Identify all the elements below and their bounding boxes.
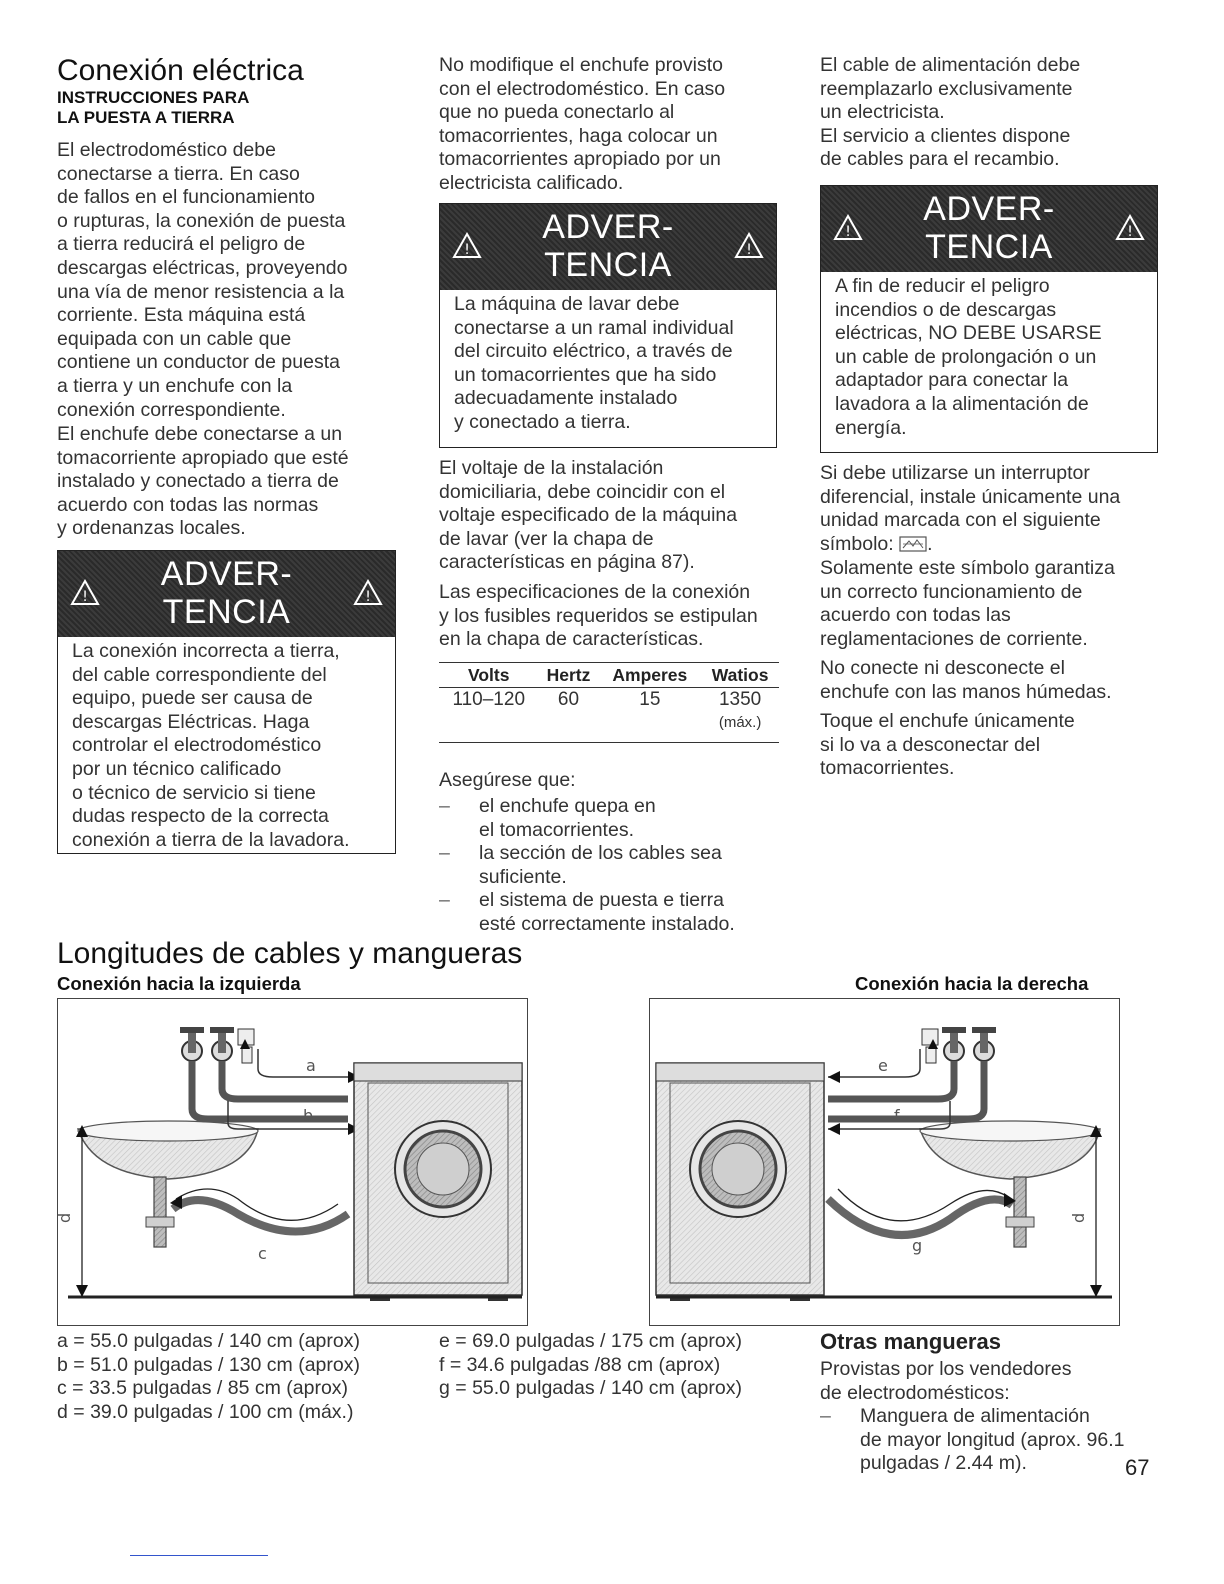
warning-text: La conexión incorrecta a tierra, del cable correspondiente del equipo, puede ser causa de descargas Eléctricas. Haga controlar el electrodoméstico por un técnico calificado o técnico de servicio si tiene dudas respecto de la correcta conexión a tierra de la lavadora. bbox=[72, 640, 350, 851]
measurement-line: c = 33.5 pulgadas / 85 cm (aprox) bbox=[57, 1377, 349, 1400]
other-hoses-list bbox=[820, 1405, 1165, 1476]
measurement-line: f = 34.6 pulgadas /88 cm (aprox) bbox=[439, 1353, 721, 1376]
gfci-symbol-icon bbox=[899, 536, 927, 552]
dimension-label-b: b bbox=[303, 1106, 314, 1125]
left-connection-label: Conexión hacia la izquierda bbox=[57, 973, 301, 994]
section-title-electrical: Conexión eléctrica bbox=[57, 54, 304, 87]
breaker-text-end: . bbox=[927, 532, 933, 555]
table-header: Amperes bbox=[598, 663, 701, 688]
other-hoses-title: Otras mangueras bbox=[820, 1329, 1001, 1354]
warning-title: ADVER- TENCIA bbox=[160, 555, 293, 631]
svg-text:!: ! bbox=[1127, 224, 1133, 240]
page-number: 67 bbox=[1125, 1455, 1150, 1480]
warning-box-grounding bbox=[57, 550, 396, 854]
dimension-label-a: a bbox=[306, 1056, 316, 1075]
table-header: Hertz bbox=[538, 663, 598, 688]
warning-box-circuit bbox=[439, 203, 777, 448]
diagram-right bbox=[650, 999, 1119, 1325]
warning-box-extension bbox=[820, 185, 1158, 453]
voltage-paragraph: El voltaje de la instalación domiciliaria, debe coincidir con el voltaje especificado de la máquina de lavar (ver la chapa de características en página 87). bbox=[439, 457, 738, 574]
touch-plug-paragraph: Toque el enchufe únicamente si lo va a desconectar del tomacorrientes. bbox=[820, 710, 1075, 780]
svg-text:!: ! bbox=[845, 224, 851, 240]
breaker-paragraph bbox=[820, 462, 1165, 556]
section-title-lengths: Longitudes de cables y mangueras bbox=[57, 937, 523, 970]
warning-triangle-icon bbox=[734, 232, 764, 259]
measurement-line: e = 69.0 pulgadas / 175 cm (aprox) bbox=[439, 1330, 742, 1352]
plug-paragraph: El enchufe debe conectarse a un tomacorriente apropiado que esté instalado y conectado a tierra de acuerdo con todas las normas y ordenanzas locales. bbox=[57, 423, 349, 540]
grounding-subtitle: INSTRUCCIONES PARA LA PUESTA A TIERRA bbox=[57, 88, 250, 127]
svg-text:!: ! bbox=[365, 589, 371, 605]
warning-triangle-icon bbox=[353, 579, 383, 606]
measurement-line: d = 39.0 pulgadas / 100 cm (máx.) bbox=[57, 1400, 354, 1423]
list-item: – la sección de los cables sea suficiente. bbox=[439, 842, 784, 889]
table-cell: 15 bbox=[639, 689, 661, 710]
list-item: – el sistema de puesta e tierra esté correctamente instalado. bbox=[439, 889, 784, 936]
svg-text:!: ! bbox=[464, 242, 470, 258]
warning-title: ADVER- TENCIA bbox=[923, 190, 1055, 266]
plug-modify-paragraph: No modifique el enchufe provisto con el electrodoméstico. En caso que no pueda conectarlo al tomacorrientes, haga colocar un tomacorrientes apropiado por un electricista calificado. bbox=[439, 54, 726, 194]
measurement-line: b = 51.0 pulgadas / 130 cm (aprox) bbox=[57, 1353, 360, 1376]
table-cell: 60 bbox=[557, 689, 580, 710]
list-item: – el enchufe quepa en el tomacorrientes. bbox=[439, 795, 784, 842]
cable-replace-paragraph: El cable de alimentación debe reemplazarlo exclusivamente un electricista. El servicio a clientes dispone de cables para el recambio. bbox=[820, 54, 1081, 171]
warning-text: La máquina de lavar debe conectarse a un ramal individual del circuito eléctrico, a través de un tomacorrientes que ha sido adecuadamente instalado y conectado a tierra. bbox=[454, 293, 734, 433]
measurements-right bbox=[439, 1330, 809, 1401]
warning-header bbox=[58, 551, 395, 637]
ensure-intro: Asegúrese que: bbox=[439, 769, 576, 791]
svg-text:!: ! bbox=[82, 589, 88, 605]
other-hoses-text: Provistas por los vendedores de electrodomésticos: bbox=[820, 1358, 1072, 1404]
measurement-line: g = 55.0 pulgadas / 140 cm (aprox) bbox=[439, 1377, 742, 1400]
dimension-label-c: c bbox=[258, 1244, 267, 1263]
warning-title: ADVER- TENCIA bbox=[542, 208, 674, 284]
warning-header bbox=[440, 204, 776, 290]
warning-triangle-icon bbox=[1115, 214, 1145, 241]
grounding-paragraph: El electrodoméstico debe conectarse a tierra. En caso de fallos en el funcionamiento o rupturas, la conexión de puesta a tierra reducirá el peligro de descargas eléctricas, proveyendo una vía de menor resistencia a la corriente. Esta máquina está equipada con un cable que contiene un conductor de puesta a tierra y un enchufe con la conexión correspondiente. bbox=[57, 139, 348, 421]
dimension-label-d: d bbox=[55, 1212, 74, 1223]
ensure-list bbox=[439, 795, 784, 937]
figure-left-connection bbox=[57, 998, 528, 1326]
table-header: Watios bbox=[701, 663, 779, 688]
svg-text:!: ! bbox=[746, 242, 752, 258]
fuse-paragraph: Las especificaciones de la conexión y los fusibles requeridos se estipulan en la chapa de características. bbox=[439, 581, 758, 651]
spec-table bbox=[439, 662, 779, 740]
wet-hands-paragraph: No conecte ni desconecte el enchufe con las manos húmedas. bbox=[820, 657, 1112, 703]
table-cell: 110–120 bbox=[452, 689, 526, 710]
spec-table-wrapper bbox=[439, 662, 779, 743]
table-cell: 1350 bbox=[718, 689, 762, 710]
dimension-label-e: e bbox=[878, 1056, 888, 1075]
warning-text: A fin de reducir el peligro incendios o de descargas eléctricas, NO DEBE USARSE un cable de prolongación o un adaptador para conectar la lavadora a la alimentación de energía. bbox=[835, 275, 1102, 439]
dimension-label-g: g bbox=[912, 1236, 923, 1255]
footer-divider bbox=[130, 1555, 268, 1556]
diagram-left bbox=[55, 999, 527, 1325]
warning-header bbox=[821, 186, 1157, 272]
figure-right-connection bbox=[649, 998, 1120, 1326]
symbol-guarantee-paragraph: Solamente este símbolo garantiza un correcto funcionamiento de acuerdo con todas las reglamentaciones de corriente. bbox=[820, 557, 1115, 650]
dimension-label-f: f bbox=[894, 1106, 900, 1125]
dimension-label-d: d bbox=[1069, 1212, 1088, 1223]
table-header: Volts bbox=[439, 663, 538, 688]
list-item: – Manguera de alimentación de mayor longitud (aprox. 96.1 pulgadas / 2.44 m). bbox=[820, 1405, 1165, 1476]
right-connection-label: Conexión hacia la derecha bbox=[855, 973, 1089, 994]
table-note: (máx.) bbox=[718, 714, 762, 731]
measurement-line: a = 55.0 pulgadas / 140 cm (aprox) bbox=[57, 1330, 360, 1352]
measurements-left bbox=[57, 1330, 427, 1424]
breaker-text: Si debe utilizarse un interruptor diferencial, instale únicamente una unidad marcada con el siguiente símbolo: bbox=[820, 462, 1121, 555]
